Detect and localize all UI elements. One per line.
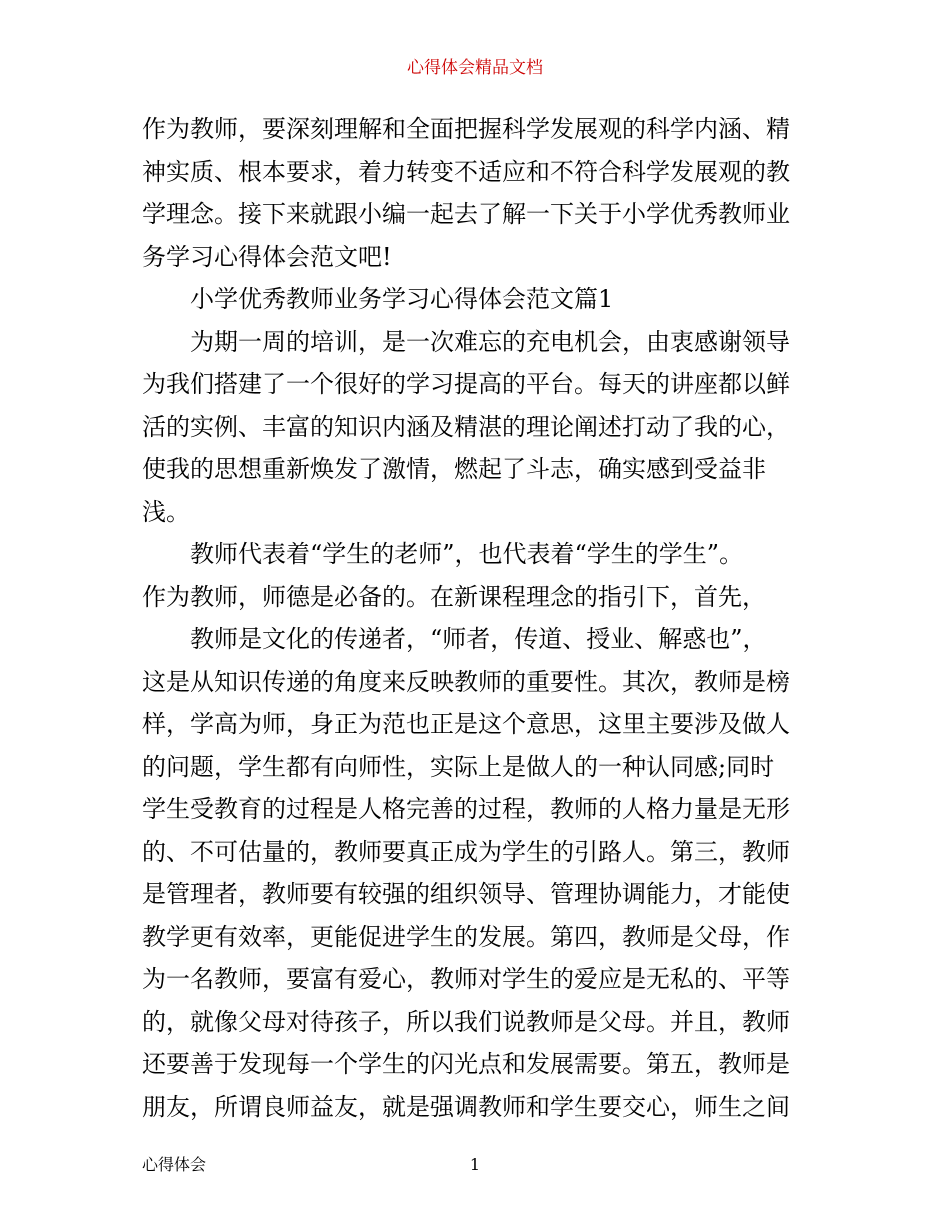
body-line: 的、不可估量的，教师要真正成为学生的引路人。第三，教师 bbox=[142, 837, 790, 866]
body-line: 浅。 bbox=[142, 497, 190, 526]
body-line: 朋友，所谓良师益友，就是强调教师和学生要交心，师生之间 bbox=[142, 1092, 790, 1121]
page-header bbox=[0, 56, 950, 80]
body-line: 是管理者，教师要有较强的组织领导、管理协调能力，才能使 bbox=[142, 880, 790, 908]
body-line: 学生受教育的过程是人格完善的过程，教师的人格力量是无形 bbox=[142, 795, 790, 823]
body-line: 这是从知识传递的角度来反映教师的重要性。其次，教师是榜 bbox=[142, 667, 790, 696]
document-body bbox=[142, 108, 818, 1128]
page-number-text: 1 bbox=[469, 1155, 481, 1174]
body-line: 作为教师，师德是必备的。在新课程理念的指引下，首先， bbox=[142, 582, 766, 611]
section-heading: 小学优秀教师业务学习心得体会范文篇1 bbox=[190, 285, 614, 313]
body-line: 务学习心得体会范文吧! bbox=[142, 242, 392, 271]
body-line: 的，就像父母对待孩子，所以我们说教师是父母。并且，教师 bbox=[142, 1007, 790, 1036]
body-line: 教学更有效率，更能促进学生的发展。第四，教师是父母，作 bbox=[142, 922, 790, 951]
page-number bbox=[0, 1154, 950, 1176]
footer-label: 心得体会 bbox=[142, 1155, 207, 1174]
body-line: 的问题，学生都有向师性，实际上是做人的一种认同感;同时 bbox=[142, 752, 775, 781]
body-line: 为一名教师，要富有爱心，教师对学生的爱应是无私的、平等 bbox=[142, 965, 790, 993]
body-line: 使我的思想重新焕发了激情，燃起了斗志，确实感到受益非 bbox=[142, 455, 766, 483]
body-line: 作为教师，要深刻理解和全面把握科学发展观的科学内涵、精 bbox=[142, 115, 790, 143]
body-line: 神实质、根本要求，着力转变不适应和不符合科学发展观的教 bbox=[142, 157, 790, 186]
body-line: 为期一周的培训，是一次难忘的充电机会，由衷感谢领导 bbox=[190, 327, 790, 356]
body-line: 为我们搭建了一个很好的学习提高的平台。每天的讲座都以鲜 bbox=[142, 370, 790, 398]
body-line: 活的实例、丰富的知识内涵及精湛的理论阐述打动了我的心， bbox=[142, 412, 790, 441]
body-line: 学理念。接下来就跟小编一起去了解一下关于小学优秀教师业 bbox=[142, 200, 790, 228]
body-line: 还要善于发现每一个学生的闪光点和发展需要。第五，教师是 bbox=[142, 1050, 790, 1078]
body-line: 样，学高为师，身正为范也正是这个意思，这里主要涉及做人 bbox=[142, 710, 790, 738]
header-title: 心得体会精品文档 bbox=[407, 58, 543, 78]
body-line: 教师代表着“学生的老师”，也代表着“学生的学生”。 bbox=[190, 540, 744, 568]
body-line: 教师是文化的传递者，“师者，传道、授业、解惑也”， bbox=[190, 625, 767, 653]
